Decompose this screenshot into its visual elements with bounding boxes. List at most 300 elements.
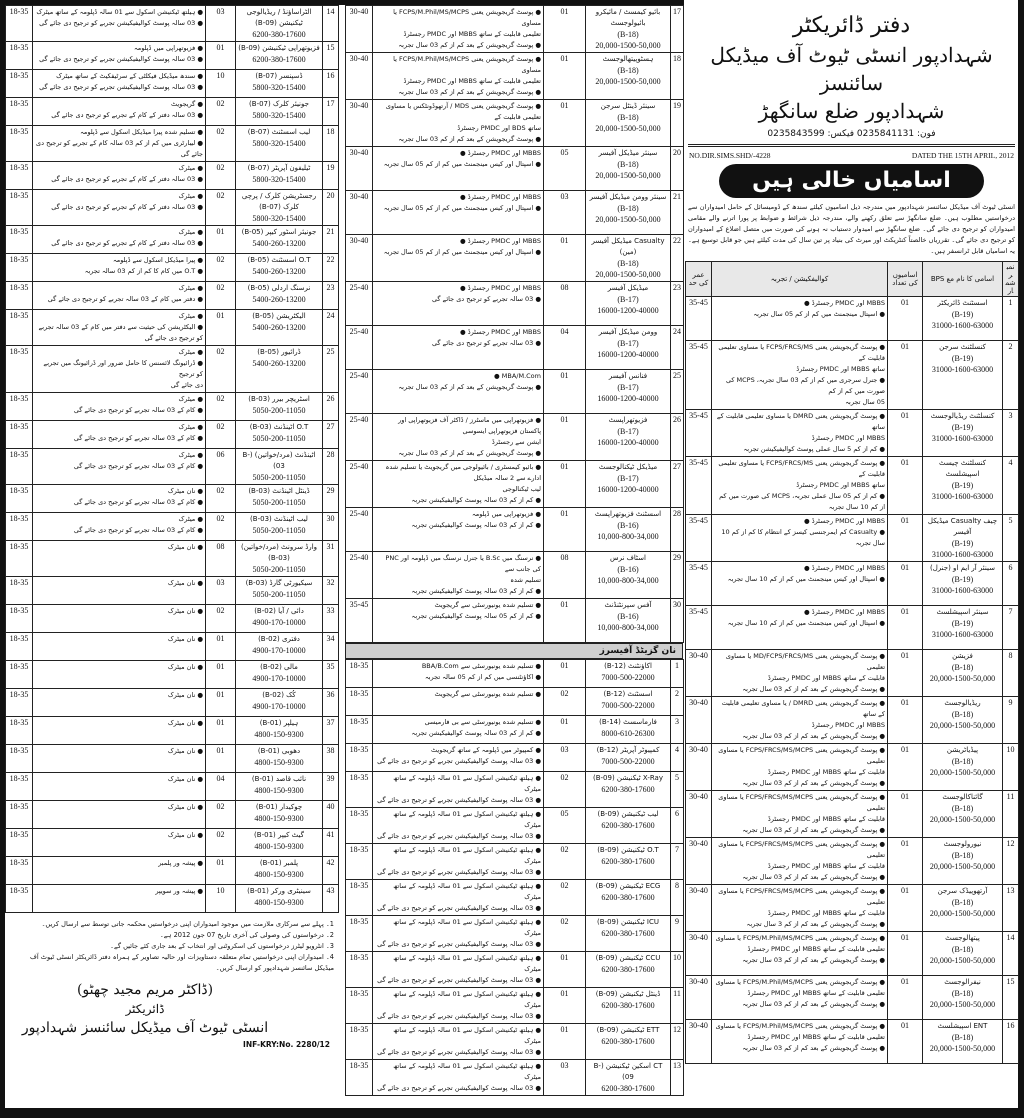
notes	[5, 919, 338, 974]
table-row	[346, 808, 684, 844]
inf-reference: INF-KRY:No. 2280/12	[243, 1040, 330, 1049]
qualification-line: ● پوسٹ گریجویشن یعنی FCPS/FRCS/MS یا مساوی تعلیمی قابلیت کے	[718, 459, 885, 478]
qualification-line: قابلیت کے ساتھ MBBS اور PMDC رجسٹرڈ	[767, 815, 885, 823]
pay-scale: 5050-200-11050	[252, 406, 306, 415]
age-limit: 18-35	[6, 689, 33, 717]
vacancy-count: 08	[544, 282, 586, 326]
qualifications-cell	[33, 226, 206, 254]
pay-scale: 5800-320-15400	[252, 214, 306, 223]
table-row	[346, 235, 684, 282]
post-name: سینئر میڈیکل آفیسر	[598, 149, 658, 157]
table-row	[346, 100, 684, 147]
age-limit: 18-35	[346, 744, 373, 772]
post-cell	[236, 689, 323, 717]
qualifications-cell	[33, 485, 206, 513]
post-name: CT اسکین ٹیکنیشن (B-09)	[593, 1062, 663, 1081]
post-cell	[923, 744, 1003, 791]
table-row	[6, 885, 339, 913]
qualification-line: ● ہیلتھ ٹیکنیشن اسکول سے 01 سالہ ڈپلومہ کے ساتھ میٹرک	[393, 774, 541, 793]
table-row	[6, 346, 339, 393]
row-number: 14	[1003, 932, 1019, 976]
vacancy-count: 01	[206, 633, 236, 661]
qualification-line: ● پوسٹ گریجویشن یعنی FCPS/M.Phil/MS/MCPS یا مساوی	[715, 1022, 885, 1030]
row-number: 39	[323, 773, 339, 801]
qualification-line: ● ہیلتھ ٹیکنیشن اسکول سے 01 سالہ ڈپلومہ کے ساتھ میٹرک	[393, 846, 541, 865]
qualification-line: ● فزیوتھراپی میں ڈپلومہ	[133, 44, 203, 52]
row-number: 17	[323, 98, 339, 126]
row-number: 42	[323, 857, 339, 885]
qualification-line: ● 03 سالہ دفتر کے کام کے تجربے کو ترجیح دی جائے گی	[51, 111, 203, 119]
post-cell	[923, 297, 1003, 341]
qualifications-cell	[373, 461, 544, 508]
table-row	[346, 191, 684, 235]
age-limit: 18-35	[6, 829, 33, 857]
row-number: 30	[671, 599, 684, 643]
age-limit: 30-40	[346, 6, 373, 53]
vacancy-count: 02	[206, 190, 236, 226]
post-name: ڈینٹل اٹینڈنٹ (B-03)	[248, 487, 310, 495]
post-name: سینئر آر ایم او (جنرل)	[929, 564, 996, 572]
post-cell	[236, 70, 323, 98]
qualifications-cell	[712, 791, 888, 838]
vacancy-count: 04	[206, 773, 236, 801]
age-limit: 18-35	[346, 916, 373, 952]
age-limit: 18-35	[6, 98, 33, 126]
age-limit: 30-40	[686, 932, 712, 976]
location-title: شہدادپور ضلع سانگھڑ	[758, 99, 945, 123]
row-number: 11	[1003, 791, 1019, 838]
pay-scale: 5050-200-11050	[252, 590, 306, 599]
post-cell	[236, 310, 323, 346]
qualification-line: ● پیشہ ور پلمبر	[158, 859, 203, 867]
post-name: نیورولوجسٹ	[943, 840, 982, 848]
qualification-line: لیب ٹیکنالوجی	[502, 485, 541, 493]
pay-grade: (B-17)	[617, 295, 639, 304]
qualifications-cell	[33, 190, 206, 226]
row-number: 6	[671, 808, 684, 844]
row-number: 41	[323, 829, 339, 857]
qualification-line: ● سندھ میڈیکل فیکلٹی کے سرٹیفکیٹ کے ساتھ میٹرک	[56, 72, 203, 80]
qualifications-cell	[712, 744, 888, 791]
pay-scale: 6200-380-17600	[601, 965, 655, 974]
pay-grade: (B-18)	[617, 160, 639, 169]
qualifications-cell	[33, 310, 206, 346]
table-row	[6, 661, 339, 689]
age-limit: 35-45	[686, 410, 712, 457]
qualifications-cell	[712, 562, 888, 606]
vacancy-count: 02	[206, 254, 236, 282]
header-divider	[688, 144, 1015, 149]
vacancy-count: 01	[888, 515, 923, 562]
row-number: 4	[1003, 457, 1019, 515]
post-name: ٹیلیفون آپریٹر (B-07)	[247, 164, 311, 172]
post-cell	[236, 605, 323, 633]
table-row	[6, 6, 339, 42]
vacancy-count: 02	[206, 98, 236, 126]
qualifications-cell	[373, 282, 544, 326]
qualifications-cell	[33, 42, 206, 70]
qualification-line: تعلیمی قابلیت کے ساتھ MBBS اور PMDC رجسٹرڈ	[403, 30, 541, 38]
vacancy-count: 01	[888, 697, 923, 744]
qualification-line: تعلیمی قابلیت کے ساتھ MBBS اور PMDC رجسٹرڈ	[403, 77, 541, 85]
row-number: 18	[671, 53, 684, 100]
age-limit: 25-40	[346, 282, 373, 326]
row-number: 21	[671, 191, 684, 235]
post-cell	[236, 126, 323, 162]
table-row	[6, 745, 339, 773]
post-cell	[586, 53, 671, 100]
pay-grade: (B-18)	[951, 898, 974, 907]
table-row	[346, 880, 684, 916]
qualification-line: ● نان میٹرک	[167, 635, 203, 643]
qualifications-cell	[33, 513, 206, 541]
qualification-line: ● پوسٹ گریجویشن یعنی FCPS/FRCS/MS یا مساوی تعلیمی قابلیت کے	[718, 343, 885, 362]
row-number: 25	[671, 370, 684, 414]
row-number: 20	[671, 147, 684, 191]
post-cell	[923, 341, 1003, 410]
qualification-line: ● اسپتال اور کیس مینجمنٹ میں کم از کم 10 سال تجربہ	[727, 575, 885, 583]
qualification-line: ● 03 سالہ پوسٹ کوالیفیکیشن تجربے کو ترجیح دی جائے گی	[377, 757, 541, 765]
qualification-line: ● پوسٹ گریجویشن کے بعد کم از کم 03 سال تجربہ	[742, 732, 885, 740]
pay-grade: (B-19)	[951, 481, 974, 490]
pay-scale: 8000-610-26300	[601, 729, 655, 738]
row-number: 19	[323, 162, 339, 190]
qualification-line: ● نرسنگ میں B.Sc یا جنرل نرسنگ میں ڈپلومہ اور PNC کی جانب سے	[385, 554, 541, 573]
post-cell	[586, 370, 671, 414]
post-cell	[236, 541, 323, 577]
qualification-line: ● پوسٹ گریجویشن یعنی DMRD یا مساوی تعلیمی قابلیت کے ساتھ	[716, 412, 885, 431]
office-title: دفتر ڈائریکٹر	[792, 13, 911, 38]
pay-scale: 10,000-800-34,000	[597, 532, 659, 541]
pay-scale: 20,000-1500-50,000	[929, 862, 996, 871]
reference-number: NO.DIR.SIMS.SHD/-4228	[689, 151, 771, 160]
post-cell	[586, 414, 671, 461]
qualification-line: ● 03 سالہ پوسٹ کوالیفیکیشن تجربے کو ترجیح دی جائے گی	[377, 1048, 541, 1056]
row-number: 33	[323, 605, 339, 633]
post-name: O.T اٹینڈنٹ (B-03)	[249, 423, 309, 431]
post-cell	[236, 829, 323, 857]
post-name: دائی / آیا (B-02)	[254, 607, 304, 615]
post-cell	[586, 1060, 671, 1096]
qualification-line: ● 03 سالہ پوسٹ کوالیفیکیشن تجربے کو ترجیح دی جائے گی	[39, 83, 203, 91]
qualification-line: ● 03 سالہ پوسٹ کوالیفیکیشن تجربے کو ترجیح دی جائے گی	[377, 904, 541, 912]
qualification-line: ● 03 سالہ پوسٹ کوالیفیکیشن تجربے کو ترجیح دی جائے گی	[39, 19, 203, 27]
qualifications-cell	[33, 126, 206, 162]
vacancy-count: 01	[888, 341, 923, 410]
age-limit: 18-35	[346, 808, 373, 844]
pay-scale: 31000-1600-63000	[931, 550, 994, 559]
post-cell	[586, 772, 671, 808]
post-name: نائب قاصد (B-01)	[251, 775, 307, 783]
table-row	[6, 689, 339, 717]
age-limit: 18-35	[6, 393, 33, 421]
row-number: 25	[323, 346, 339, 393]
table-row	[6, 126, 339, 162]
table-row	[346, 282, 684, 326]
post-cell	[586, 6, 671, 53]
post-cell	[923, 562, 1003, 606]
qualifications-cell	[373, 370, 544, 414]
age-limit: 30-40	[346, 53, 373, 100]
vacancy-count: 01	[888, 297, 923, 341]
vacancies-banner: اسامیاں خالی ہیں	[719, 164, 984, 198]
table-row	[6, 449, 339, 485]
post-cell	[586, 880, 671, 916]
row-number: 24	[323, 310, 339, 346]
qualification-line: ● نان میٹرک	[167, 543, 203, 551]
qualification-line: ● 03 سالہ پوسٹ کوالیفیکیشن تجربے کو ترجیح دی جائے گی	[377, 1012, 541, 1020]
qualification-line: ● کم از کم 03 سالہ پوسٹ کوالیفیکیشن تجربہ	[411, 587, 541, 595]
post-name: آرتھوپیڈک سرجن	[937, 887, 988, 895]
post-name: ہیلپر (B-01)	[259, 719, 299, 727]
note: 4۔ امیدواران اپنی درخواستیں تمام متعلقہ دستاویزات اور حالیہ تصاویر کے ہمراہ دفتر ڈائریکٹر انسٹی ٹیوٹ آف میڈیکل سائنسز شہدادپور کو ارسال کریں۔	[30, 953, 334, 972]
vacancy-count: 01	[544, 988, 586, 1024]
pay-grade: (B-18)	[617, 66, 639, 75]
qualification-line: ● ہیلتھ ٹیکنیشن اسکول سے 01 سالہ ڈپلومہ کے ساتھ میٹرک	[393, 1062, 541, 1081]
vacancy-count: 02	[544, 844, 586, 880]
qualification-line: ● نان میٹرک	[167, 487, 203, 495]
table-row	[6, 162, 339, 190]
qualifications-cell	[712, 976, 888, 1020]
table-row	[346, 326, 684, 370]
table-row	[686, 341, 1019, 410]
age-limit: 18-35	[6, 162, 33, 190]
qualification-line: ● ہیلتھ ٹیکنیشن اسکول سے 01 سالہ ڈپلومہ کے ساتھ میٹرک	[36, 8, 203, 16]
qualifications-cell	[712, 1020, 888, 1064]
qualification-line: ● ہیلتھ ٹیکنیشن اسکول سے 01 سالہ ڈپلومہ کے ساتھ میٹرک	[393, 810, 541, 829]
pay-scale: 31000-1600-63000	[931, 492, 994, 501]
qualification-line: ● کام کے 03 سالہ تجربے کو ترجیح دی جائے گی	[73, 434, 203, 442]
pay-scale: 5050-200-11050	[252, 565, 306, 574]
pay-grade: (B-16)	[617, 565, 639, 574]
header-age: عمر کی حد	[686, 262, 712, 297]
qualification-line: تسلیم شدہ	[510, 576, 541, 584]
pay-scale: 20,000-1500-50,000	[595, 41, 661, 50]
age-limit: 35-45	[686, 562, 712, 606]
pay-scale: 20,000-1500-50,000	[929, 956, 996, 965]
post-cell	[236, 485, 323, 513]
pay-scale: 5800-320-15400	[252, 83, 306, 92]
vacancy-count: 02	[206, 605, 236, 633]
qualification-line: ● میٹرک	[178, 423, 203, 431]
age-limit: 18-35	[6, 449, 33, 485]
post-name: فزیشن	[952, 652, 973, 660]
qualification-line: ● تسلیم شدہ پیرا میڈیکل اسکول سے ڈپلومہ	[80, 128, 203, 136]
age-limit: 18-35	[346, 880, 373, 916]
vacancy-count: 01	[888, 744, 923, 791]
age-limit: 25-40	[346, 461, 373, 508]
table-row	[346, 508, 684, 552]
row-number: 13	[671, 1060, 684, 1096]
age-limit: 18-35	[6, 717, 33, 745]
qualification-line: ● اسپتال اور کیس مینجمنٹ میں کم از کم 05 سال تجربہ	[383, 160, 541, 168]
table-row	[346, 599, 684, 643]
post-name: پلمبر (B-01)	[259, 859, 299, 867]
pay-scale: 16000-1200-40000	[597, 394, 659, 403]
post-name: جونیئر اسٹور کیپر (B-05)	[241, 228, 317, 236]
row-number: 9	[1003, 697, 1019, 744]
qualification-line: ● نان میٹرک	[167, 775, 203, 783]
vacancy-count: 02	[206, 282, 236, 310]
post-name: سینیٹری ورکر (B-01)	[247, 887, 311, 895]
qualification-line: MBBS اور PMDC رجسٹرڈ ●	[803, 517, 885, 525]
table-row	[346, 744, 684, 772]
qualification-line: ● 03 سالہ تجربے کو ترجیح دی جائے گی	[431, 295, 541, 303]
header-count: اسامیوں کی تعداد	[888, 262, 923, 297]
qualifications-cell	[373, 235, 544, 282]
pay-scale: 4900-170-10000	[252, 674, 306, 683]
table-row	[686, 885, 1019, 932]
post-cell	[586, 744, 671, 772]
pay-scale: 5050-200-11050	[252, 473, 306, 482]
age-limit: 30-40	[346, 147, 373, 191]
row-number: 31	[323, 541, 339, 577]
qualification-line: ● ہیلتھ ٹیکنیشن اسکول سے 01 سالہ ڈپلومہ کے ساتھ میٹرک	[393, 882, 541, 901]
vacancy-count: 01	[888, 457, 923, 515]
post-cell	[236, 513, 323, 541]
pay-grade: (B-18)	[617, 259, 639, 268]
row-number: 19	[671, 100, 684, 147]
vacancy-count: 01	[206, 689, 236, 717]
post-cell	[586, 599, 671, 643]
qualifications-cell	[373, 6, 544, 53]
row-number: 20	[323, 190, 339, 226]
qualifications-cell	[373, 508, 544, 552]
table-row	[6, 577, 339, 605]
qualification-line: ● پوسٹ گریجویشن کے بعد کم از کم 03 سال تجربہ	[742, 956, 885, 964]
age-limit: 18-35	[346, 716, 373, 744]
vacancy-count: 02	[206, 393, 236, 421]
qualification-line: ● نان میٹرک	[167, 831, 203, 839]
post-name: اسسٹنٹ (B-12)	[603, 690, 653, 698]
pay-scale: 20,000-1500-50,000	[595, 77, 661, 86]
table-row	[6, 421, 339, 449]
pay-scale: 4800-150-9300	[254, 870, 304, 879]
post-name: ڈرائیور (B-05)	[257, 348, 301, 356]
vacancy-count: 01	[888, 838, 923, 885]
table-row	[346, 952, 684, 988]
post-name: دفتری (B-02)	[258, 635, 300, 643]
qualification-line: ● اسپتال اور کیس مینجمنٹ میں کم از کم 10 سال تجربہ	[727, 619, 885, 627]
post-name: ICU ٹیکنیشن (B-09)	[597, 918, 659, 926]
pay-grade: (B-19)	[951, 539, 974, 548]
pay-grade: (B-16)	[617, 521, 639, 530]
table-row	[686, 297, 1019, 341]
post-cell	[586, 508, 671, 552]
pay-scale: 31000-1600-63000	[931, 365, 994, 374]
vacancy-count: 01	[544, 660, 586, 688]
qualifications-cell	[373, 880, 544, 916]
post-cell	[586, 235, 671, 282]
table-row	[6, 541, 339, 577]
vacancy-count: 01	[206, 226, 236, 254]
age-limit: 35-45	[686, 457, 712, 515]
pay-scale: 16000-1200-40000	[597, 306, 659, 315]
row-number: 16	[323, 70, 339, 98]
pay-scale: 4800-150-9300	[254, 898, 304, 907]
post-cell	[586, 988, 671, 1024]
row-number: 10	[671, 952, 684, 988]
pay-grade: (B-19)	[951, 354, 974, 363]
qualification-line: ● کام کے 03 سالہ تجربے کو ترجیح دی جائے گی	[73, 462, 203, 470]
age-limit: 18-35	[6, 6, 33, 42]
age-limit: 18-35	[6, 310, 33, 346]
vacancy-count: 01	[888, 791, 923, 838]
qualification-line: ● O.T میں کام کا کم از کم 03 سالہ تجربہ	[84, 267, 203, 275]
post-cell	[236, 633, 323, 661]
bottom-border	[0, 1108, 1024, 1118]
qualification-line: ایشن سے رجسٹرڈ	[491, 438, 541, 446]
qualifications-cell	[712, 515, 888, 562]
pay-grade: (B-19)	[951, 310, 974, 319]
post-name: فزیوتھراپی ٹیکنیشن (B-09)	[238, 44, 320, 52]
qualification-line: ● پوسٹ گریجویشن یعنی FCPS/FRCS/MS/MCPS یا مساوی تعلیمی	[718, 887, 885, 906]
qualifications-cell	[33, 801, 206, 829]
post-cell	[586, 808, 671, 844]
qualification-line: ● پوسٹ گریجویشن یعنی FCPS/M.Phil/MS/MCPS یا مساوی	[393, 55, 541, 74]
age-limit: 35-45	[686, 515, 712, 562]
age-limit: 18-35	[6, 485, 33, 513]
vacancy-count: 01	[888, 885, 923, 932]
age-limit: 18-35	[346, 1060, 373, 1096]
post-name: اسٹاف نرس	[610, 554, 646, 562]
row-number: 15	[1003, 976, 1019, 1020]
post-cell	[923, 697, 1003, 744]
row-number: 43	[323, 885, 339, 913]
qualification-line: ● تسلیم شدہ یونیورسٹی سے BBA/B.Com	[421, 662, 541, 670]
qualification-line: ● پوسٹ گریجویشن کے بعد کم از کم 03 سال تجربہ	[742, 779, 885, 787]
pay-scale: 20,000-1500-50,000	[595, 215, 661, 224]
vacancy-count: 01	[888, 1020, 923, 1064]
row-number: 5	[1003, 515, 1019, 562]
vacancy-count: 02	[544, 772, 586, 808]
vacancy-count: 03	[544, 191, 586, 235]
post-cell	[586, 191, 671, 235]
qualification-line: ● 03 سالہ پوسٹ کوالیفیکیشن تجربے کو ترجیح دی جائے گی	[377, 976, 541, 984]
qualifications-cell	[373, 53, 544, 100]
qualification-line: ● 03 سالہ پوسٹ کوالیفیکیشن تجربے کو ترجیح دی جائے گی	[377, 796, 541, 804]
qualifications-cell	[712, 341, 888, 410]
row-number: 24	[671, 326, 684, 370]
pay-scale: 20,000-1500-50,000	[929, 815, 996, 824]
row-number: 3	[671, 716, 684, 744]
post-cell	[586, 147, 671, 191]
qualification-line: ● پوسٹ گریجویشن کے بعد کم از کم 03 سال تجربہ	[398, 383, 541, 391]
post-cell	[236, 6, 323, 42]
qualification-line: ● میٹرک	[178, 192, 203, 200]
pay-scale: 20,000-1500-50,000	[929, 768, 996, 777]
qualifications-cell	[33, 773, 206, 801]
qualification-line: ● میٹرک	[178, 164, 203, 172]
qualifications-cell	[33, 661, 206, 689]
qualification-line: تعلیمی قابلیت کے ساتھ MBBS اور PMDC رجسٹرڈ	[747, 989, 885, 997]
post-name: چوکیدار (B-01)	[255, 803, 303, 811]
pay-scale: 6200-380-17600	[601, 785, 655, 794]
qualification-line: ● ہیلتھ ٹیکنیشن اسکول سے 01 سالہ ڈپلومہ کے ساتھ میٹرک	[393, 1026, 541, 1045]
row-number: 5	[671, 772, 684, 808]
qualifications-cell	[33, 717, 206, 745]
age-limit: 30-40	[686, 976, 712, 1020]
pay-scale: 6200-380-17600	[601, 1001, 655, 1010]
qualification-line: MBBS اور PMDC رجسٹرڈ ●	[459, 237, 541, 245]
pay-grade: (B-18)	[951, 945, 974, 954]
post-cell	[923, 885, 1003, 932]
vacancy-count: 08	[544, 552, 586, 599]
post-name: ہسٹوپیتھالوجسٹ	[602, 55, 654, 63]
row-number: 8	[1003, 650, 1019, 697]
post-name: لیب ٹیکنیشن (B-09)	[597, 810, 659, 818]
age-limit: 30-40	[686, 885, 712, 932]
